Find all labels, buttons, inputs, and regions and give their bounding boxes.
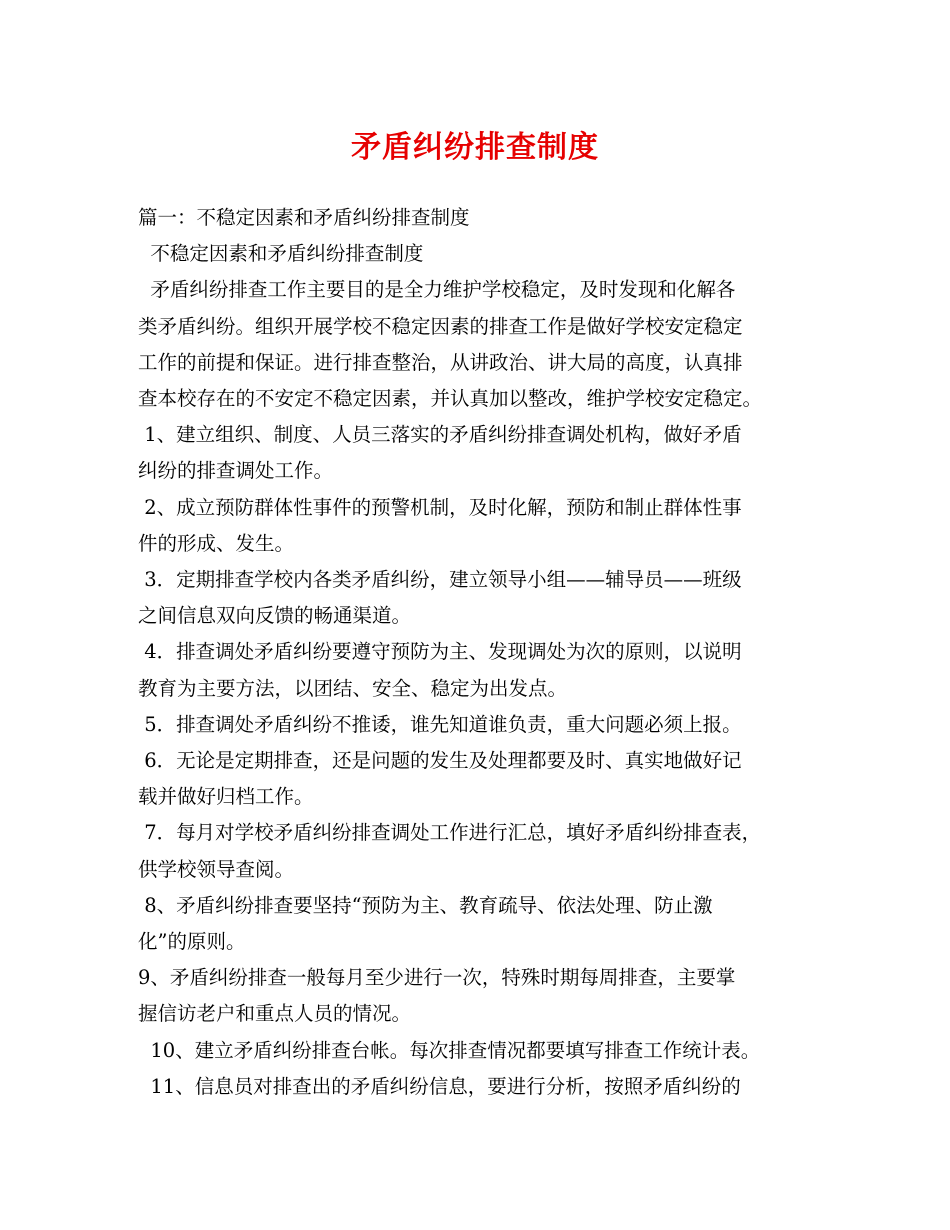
body-line: 化”的原则。 bbox=[138, 930, 246, 953]
body-line: 4．排查调处矛盾纠纷要遵守预防为主、发现调处为次的原则，以说明 bbox=[138, 640, 742, 664]
body-line: 供学校领导查阅。 bbox=[138, 857, 295, 881]
body-line: 9、矛盾纠纷排查一般每月至少进行一次，特殊时期每周排查，主要掌 bbox=[138, 966, 736, 990]
body-line: 1、建立组织、制度、人员三落实的矛盾纠纷排查调处机构，做好矛盾 bbox=[138, 423, 742, 447]
body-line: 10、建立矛盾纠纷排查台帐。每次排查情况都要填写排查工作统计表。 bbox=[138, 1038, 761, 1062]
body-line: 8、矛盾纠纷排查要坚持“预防为主、教育疏导、依法处理、防止激 bbox=[138, 893, 713, 917]
body-line: 查本校存在的不安定不稳定因素，并认真加以整改，维护学校安定稳定。 bbox=[138, 387, 763, 410]
body-line: 之间信息双向反馈的畅通渠道。 bbox=[138, 604, 412, 628]
body-line: 篇一：不稳定因素和矛盾纠纷排查制度 bbox=[138, 206, 470, 229]
body-line: 纠纷的排查调处工作。 bbox=[138, 459, 334, 483]
body-line: 握信访老户和重点人员的情况。 bbox=[138, 1002, 412, 1026]
body-line: 7．每月对学校矛盾纠纷排查调处工作进行汇总，填好矛盾纠纷排查表， bbox=[138, 821, 762, 845]
body-line: 件的形成、发生。 bbox=[138, 531, 295, 555]
body-line: 5．排查调处矛盾纠纷不推诿，谁先知道谁负责，重大问题必须上报。 bbox=[138, 712, 742, 736]
body-line: 不稳定因素和矛盾纠纷排查制度 bbox=[138, 242, 424, 266]
document-title: 矛盾纠纷排查制度 bbox=[351, 130, 599, 165]
body-line: 2、成立预防群体性事件的预警机制，及时化解，预防和制止群体性事 bbox=[138, 495, 742, 519]
body-line: 3．定期排查学校内各类矛盾纠纷，建立领导小组——辅导员——班级 bbox=[138, 568, 742, 591]
body-line: 载并做好归档工作。 bbox=[138, 785, 314, 809]
body-line: 工作的前提和保证。进行排查整治，从讲政治、讲大局的高度，认真排 bbox=[138, 350, 743, 374]
body-line: 教育为主要方法，以团结、安全、稳定为出发点。 bbox=[138, 676, 568, 700]
body-line: 6．无论是定期排查，还是问题的发生及处理都要及时、真实地做好记 bbox=[138, 749, 742, 772]
body-line: 类矛盾纠纷。组织开展学校不稳定因素的排查工作是做好学校安定稳定 bbox=[138, 314, 743, 338]
body-line: 矛盾纠纷排查工作主要目的是全力维护学校稳定，及时发现和化解各 bbox=[138, 278, 736, 302]
body-line: 11、信息员对排查出的矛盾纠纷信息，要进行分析，按照矛盾纠纷的 bbox=[138, 1074, 741, 1098]
